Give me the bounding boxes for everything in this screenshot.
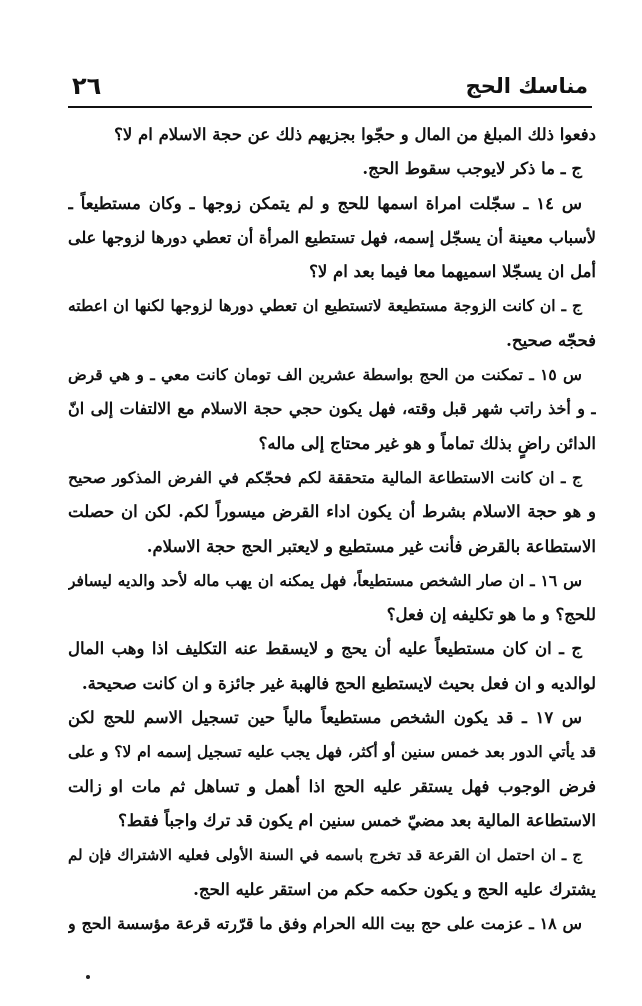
text-line: ـ و أخذ راتب شهر قبل وقته، فهل يكون حجي حجة الاسلام مع الالتفات إلى انّ (68, 399, 596, 419)
body-text (68, 118, 596, 938)
text-line: ج ـ ان كانت الاستطاعة المالية متحققة لكم فحجّكم في الفرض المذكور صحيح (68, 467, 582, 487)
text-line: س ١٦ ـ ان صار الشخص مستطيعاً، فهل يمكنه ان يهب ماله لأحد والديه ليسافر (68, 570, 582, 590)
text-line: الاستطاعة المالية بعد مضيّ خمس سنين ام يكون قد ترك واجباً فقط؟ (118, 810, 596, 830)
text-line: فرض الوجوب فهل يستقر عليه الحج اذا أهمل و تساهل ثم مات او زالت (68, 776, 596, 796)
text-line: ج ـ ان كانت الزوجة مستطيعة لاتستطيع ان تعطي دورها لزوجها لكنها ان اعطته (68, 296, 582, 316)
text-line: ج ـ ان كان مستطيعاً عليه أن يحج و لايسقط عنه التكليف اذا وهب المال (68, 639, 582, 659)
scan-speck (86, 975, 90, 979)
text-line: س ١٤ ـ سجّلت امراة اسمها للحج و لم يتمكن زوجها ـ وكان مستطيعاً ـ (68, 193, 582, 213)
page-header (68, 72, 592, 108)
text-line: س ١٧ ـ قد يكون الشخص مستطيعاً مالياً حين تسجيل الاسم للحج لكن (68, 708, 582, 728)
text-line: س ١٥ ـ تمكنت من الحج بواسطة عشرين الف تومان كانت معي ـ و هي قرض (68, 365, 582, 385)
text-line: س ١٨ ـ عزمت على حج بيت الله الحرام وفق ما قرّرته قرعة مؤسسة الحج و (68, 913, 582, 933)
text-line: فحجّه صحيح. (506, 330, 596, 350)
page-number: ٢٦ (72, 72, 102, 100)
text-line: دفعوا ذلك المبلغ من المال و حجّوا بجزيهم ذلك عن حجة الاسلام ام لا؟ (114, 125, 596, 144)
text-line: و هو حجة الاسلام بشرط أن يكون اداء القرض ميسوراً لكم. لكن ان حصلت (68, 502, 596, 522)
text-line: قد يأتي الدور بعد خمس سنين أو أكثر، فهل يجب عليه تسجيل إسمه ام لا؟ و على (68, 742, 596, 762)
running-title: مناسك الحج (465, 74, 588, 98)
text-line: لأسباب معينة أن يسجّل إسمه، فهل تستطيع المرأة أن تعطي دورها لزوجها على (68, 227, 596, 247)
text-line: الاستطاعة بالقرض فأنت غير مستطيع و لايعتبر الحج حجة الاسلام. (146, 536, 596, 556)
text-line: ج ـ ما ذكر لايوجب سقوط الحج. (362, 159, 582, 179)
text-line: للحج؟ و ما هو تكليفه إن فعل؟ (386, 605, 596, 625)
text-line: لوالديه و ان فعل بحيث لايستطيع الحج فالهبة غير جائزة و ان كانت صحيحة. (81, 673, 596, 693)
text-line: الدائن راضٍ بذلك تماماً و هو غير محتاج إلى ماله؟ (258, 433, 596, 453)
text-line: يشترك عليه الحج و يكون حكمه حكم من استقر عليه الحج. (193, 879, 596, 899)
text-line: ج ـ ان احتمل ان القرعة قد تخرج باسمه في السنة الأولى فعليه الاشتراك فإن لم (68, 846, 582, 865)
text-line: أمل ان يسجّلا اسميهما معا فيما بعد ام لا؟ (309, 262, 596, 282)
